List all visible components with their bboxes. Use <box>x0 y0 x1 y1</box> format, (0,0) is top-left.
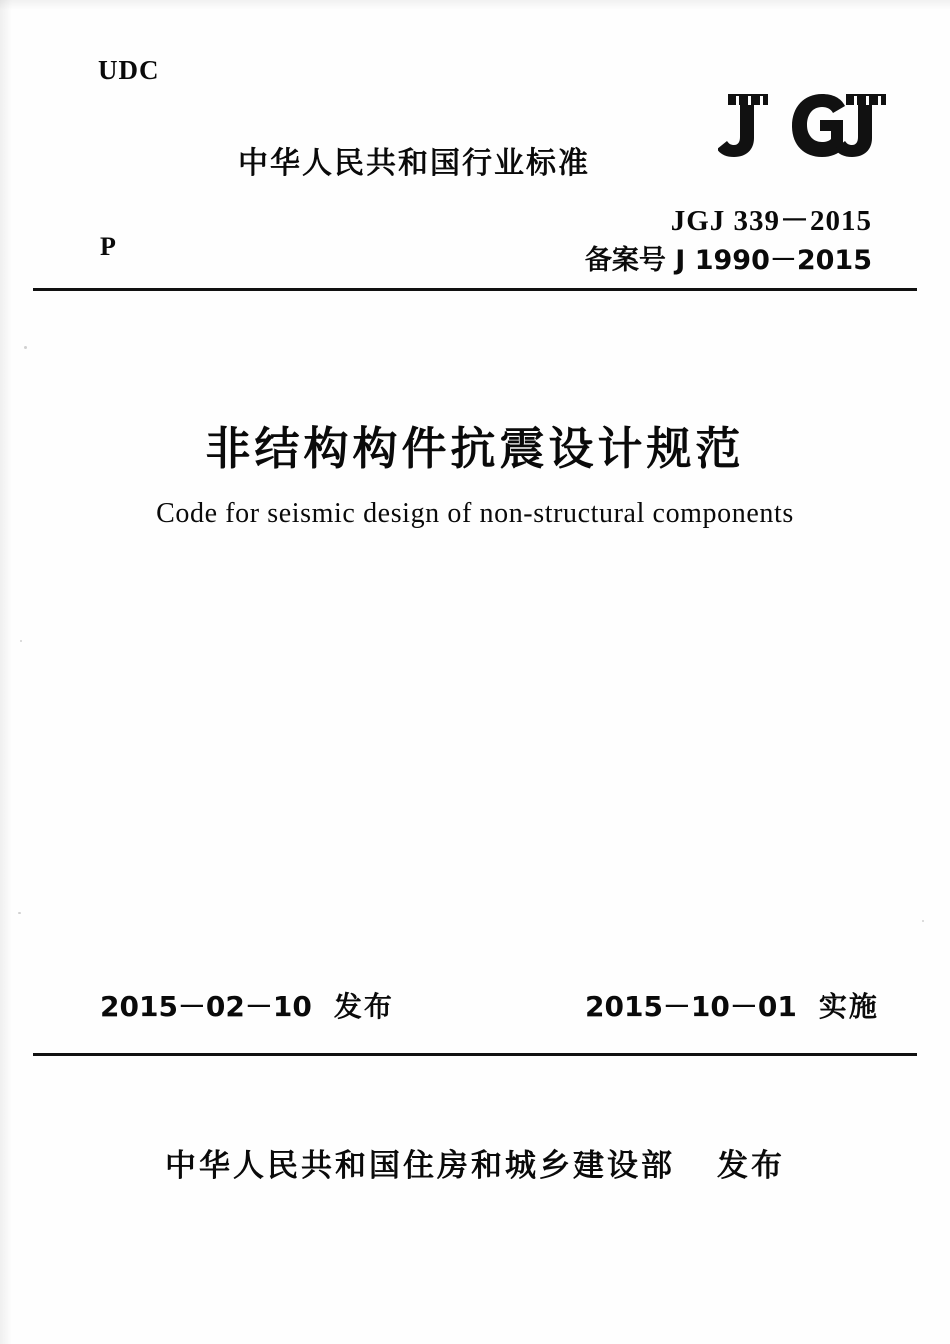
classification-mark: P <box>100 232 116 261</box>
effective-date-value: 2015－10－01 <box>585 990 797 1023</box>
issue-date-word: 发布 <box>333 990 394 1023</box>
issue-date-line <box>100 985 394 1025</box>
document-title-cn: 非结构构件抗震设计规范 <box>205 422 745 475</box>
scan-speck <box>20 640 22 642</box>
divider-bottom <box>33 1053 917 1056</box>
effective-date-line <box>585 985 879 1025</box>
publisher-name: 中华人民共和国住房和城乡建设部 <box>165 1148 675 1184</box>
publisher-line <box>0 1140 950 1185</box>
divider-top <box>33 288 917 291</box>
scan-edge-shadow-top <box>0 0 950 10</box>
record-number: 备案号 J 1990－2015 <box>584 245 872 276</box>
scan-speck <box>18 912 21 914</box>
udc-label: UDC <box>98 55 160 85</box>
issue-date-value: 2015－02－10 <box>100 990 312 1023</box>
document-title-en: Code for seismic design of non-structural components <box>156 498 794 529</box>
scan-speck <box>24 346 27 349</box>
publisher-word: 发布 <box>717 1148 785 1184</box>
jgj-logo-icon <box>718 88 888 163</box>
standard-series-label: 中华人民共和国行业标准 <box>238 146 590 181</box>
code-number: JGJ 339－2015 <box>670 205 872 237</box>
effective-date-word: 实施 <box>818 990 879 1023</box>
scan-speck <box>922 920 924 922</box>
